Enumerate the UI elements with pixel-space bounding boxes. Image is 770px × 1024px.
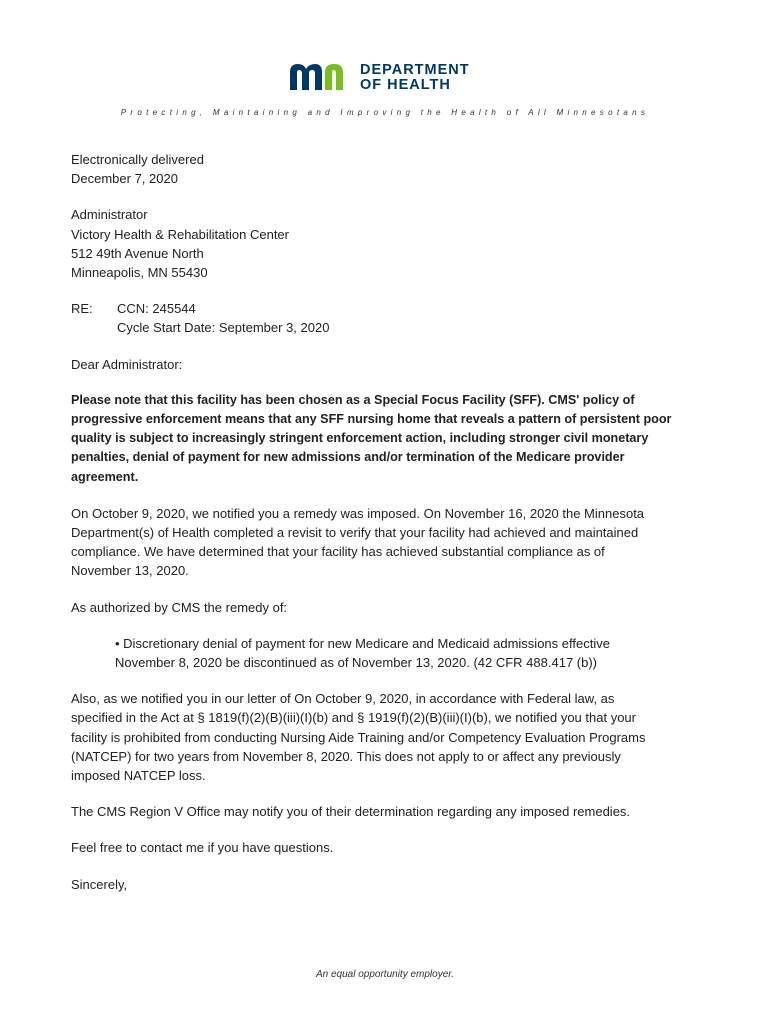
authorized-paragraph <box>71 598 701 617</box>
natcep-line-5: imposed NATCEP loss. <box>71 768 206 784</box>
logo-line-2: OF HEALTH <box>360 77 451 93</box>
mdh-logo <box>288 60 488 96</box>
recipient-address <box>71 205 701 282</box>
contact-paragraph <box>71 838 701 857</box>
remedy-line-4: November 13, 2020. <box>71 563 189 579</box>
address-line-3: 512 49th Avenue North <box>71 245 204 261</box>
region-text: The CMS Region V Office may notify you of their determination regarding any imposed remedies. <box>71 804 631 820</box>
re-label: RE: <box>71 301 93 317</box>
remedy-bullet <box>71 634 701 672</box>
footer-equal-opportunity: An equal opportunity employer. <box>315 969 455 980</box>
letter-date: December 7, 2020 <box>71 171 178 187</box>
natcep-line-1: Also, as we notified you in our letter of On October 9, 2020, in accordance with Federal law, as <box>71 691 615 707</box>
re-details <box>117 299 329 337</box>
letter-body <box>71 150 701 911</box>
logo-wordmark <box>360 63 470 93</box>
sff-notice-paragraph <box>71 391 701 487</box>
remedy-line-3: compliance. We have determined that your facility has achieved substantial compliance as of <box>71 544 605 560</box>
natcep-paragraph <box>71 689 701 785</box>
re-block <box>71 299 701 337</box>
salutation <box>71 355 701 374</box>
salutation-text: Dear Administrator: <box>71 356 183 372</box>
remedy-paragraph <box>71 504 701 581</box>
natcep-line-4: (NATCEP) for two years from November 8, 2020. This does not apply to or affect any previously <box>71 748 621 764</box>
authorized-text: As authorized by CMS the remedy of: <box>71 599 288 615</box>
mn-logo-icon <box>288 60 356 90</box>
closing <box>71 875 701 894</box>
notice-line-1: Please note that this facility has been chosen as a Special Focus Facility (SFF). CMS' policy of <box>71 392 635 407</box>
contact-text: Feel free to contact me if you have questions. <box>71 840 334 856</box>
re-cycle-date: Cycle Start Date: September 3, 2020 <box>117 320 330 336</box>
notice-line-5: agreement. <box>71 469 139 484</box>
region-paragraph <box>71 802 701 821</box>
logo-line-1: DEPARTMENT <box>360 62 470 78</box>
notice-line-3: quality is subject to increasingly stringent enforcement action, including stronger civil monetary <box>71 431 649 446</box>
delivery-block <box>71 150 701 188</box>
remedy-line-1: On October 9, 2020, we notified you a remedy was imposed. On November 16, 2020 the Minnesota <box>71 505 645 521</box>
natcep-line-3: facility is prohibited from conducting Nursing Aide Training and/or Competency Evaluation Programs <box>71 729 646 745</box>
address-line-1: Administrator <box>71 207 148 223</box>
delivery-method: Electronically delivered <box>71 152 204 167</box>
closing-text: Sincerely, <box>71 876 128 892</box>
bullet-line-2: November 8, 2020 be discontinued as of November 13, 2020. (42 CFR 488.417 (b)) <box>115 655 597 671</box>
remedy-line-2: Department(s) of Health completed a revisit to verify that your facility had achieved and maintained <box>71 525 639 541</box>
tagline: Protecting, Maintaining and Improving the Health of All Minnesotans <box>120 108 650 117</box>
bullet-line-1: • Discretionary denial of payment for new Medicare and Medicaid admissions effective <box>115 635 610 651</box>
address-line-4: Minneapolis, MN 55430 <box>71 265 208 281</box>
natcep-line-2: specified in the Act at § 1819(f)(2)(B)(iii)(I)(b) and § 1919(f)(2)(B)(iii)(I)(b), we notified you that your <box>71 710 636 726</box>
notice-line-2: progressive enforcement means that any SFF nursing home that reveals a pattern of persistent poor <box>71 412 672 427</box>
address-line-2: Victory Health & Rehabilitation Center <box>71 226 289 242</box>
re-ccn: CCN: 245544 <box>117 301 196 317</box>
notice-line-4: penalties, denial of payment for new admissions and/or termination of the Medicare provider <box>71 450 625 465</box>
